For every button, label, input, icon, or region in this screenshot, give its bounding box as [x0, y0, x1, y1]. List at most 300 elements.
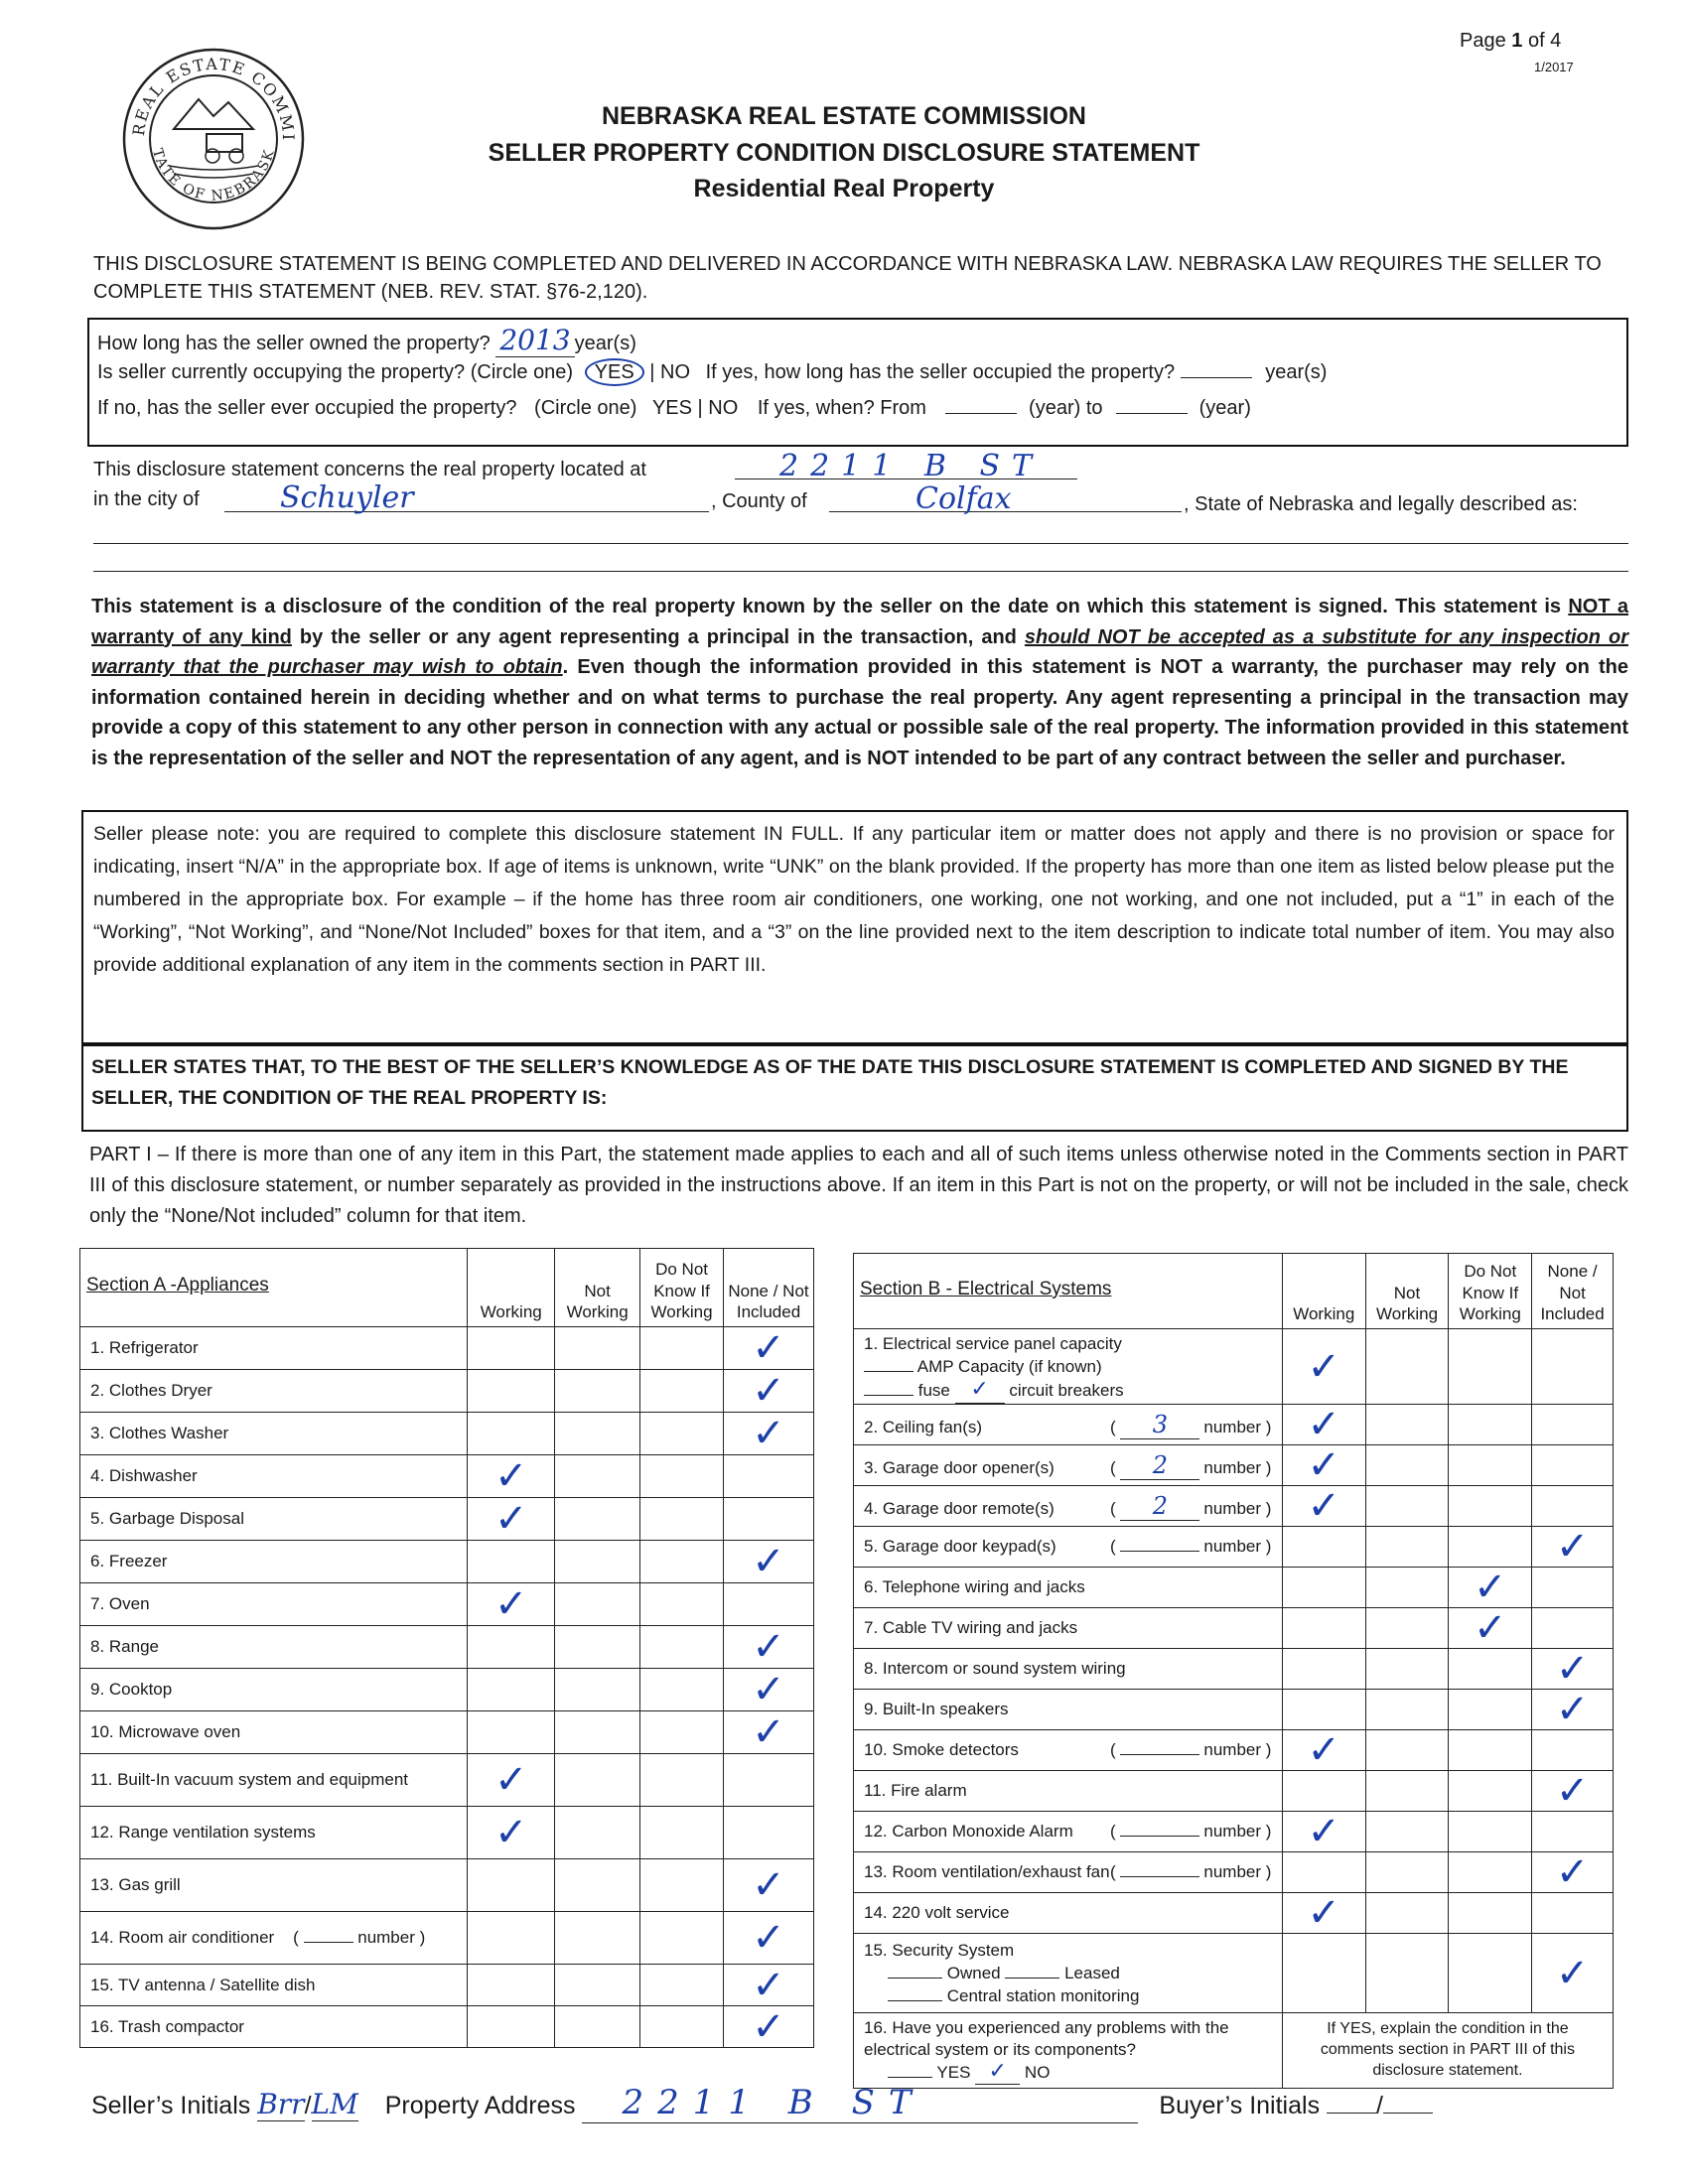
owned-question — [97, 324, 636, 356]
b-item-label: 9. Built-In speakers — [864, 1700, 1009, 1718]
buyer-initials-1[interactable] — [1327, 2113, 1376, 2114]
b-item-9-none[interactable] — [1532, 1687, 1614, 1732]
table-row — [80, 1455, 814, 1498]
col-do-not-know: Do Not Know If Working — [640, 1249, 724, 1327]
check-mark: ✓ — [1307, 1343, 1341, 1390]
b-item-14-do-not-know[interactable] — [1449, 1893, 1532, 1934]
count-open-paren: ( — [1110, 1417, 1121, 1436]
check-mark: ✓ — [493, 1757, 528, 1803]
check-mark: ✓ — [1307, 1483, 1341, 1529]
check-mark: ✓ — [752, 2003, 785, 2050]
a-item-label: 16. Trash compactor — [90, 2016, 244, 2036]
a-item-label: 14. Room air conditioner — [90, 1928, 275, 1947]
b-item-7-label — [854, 1608, 1283, 1649]
county-value[interactable]: Colfax — [915, 481, 1012, 516]
a-item-5-none[interactable] — [724, 1498, 814, 1541]
check-mark: ✓ — [1307, 1402, 1341, 1447]
year-end-label: (year) — [1198, 397, 1251, 419]
b-item-5-label — [854, 1527, 1283, 1568]
b-item-10-count[interactable] — [1120, 1754, 1199, 1755]
b-item-4-none[interactable] — [1532, 1486, 1614, 1527]
b-item-13-count[interactable] — [1120, 1876, 1199, 1877]
table-row — [80, 1541, 814, 1583]
central-field[interactable] — [888, 2000, 942, 2001]
occupied-how-long-label: If yes, how long has the seller occupied the property? — [705, 361, 1176, 383]
a-item-14-label: 14. Room air conditioner ( number ) — [80, 1912, 468, 1965]
a-item-13-label — [80, 1859, 468, 1912]
section-b-table — [853, 1253, 1614, 2089]
occupied-years-field[interactable] — [1181, 377, 1252, 378]
number-label: number ) — [1203, 1740, 1272, 1759]
check-mark: ✓ — [1474, 1605, 1507, 1651]
table-row — [854, 1527, 1614, 1568]
a-item-10-do-not-know[interactable] — [640, 1711, 724, 1754]
a-item-12-do-not-know[interactable] — [640, 1807, 724, 1859]
b-item-4-do-not-know[interactable] — [1449, 1486, 1532, 1527]
legal-description-line-2[interactable] — [93, 571, 1628, 572]
a-item-1-working[interactable] — [468, 1327, 555, 1370]
b-item-9-working[interactable] — [1282, 1690, 1365, 1730]
number-label: number ) — [1203, 1417, 1272, 1436]
problems-no-field[interactable] — [975, 2061, 1020, 2085]
b-item-12-label — [854, 1812, 1283, 1852]
col-b-working: Working — [1282, 1254, 1365, 1329]
b-item-label: 3. Garage door opener(s) — [864, 1457, 1055, 1477]
table-row — [854, 1934, 1614, 2013]
b-item-14-working[interactable] — [1282, 1890, 1365, 1936]
problems-yes-field[interactable] — [888, 2077, 932, 2078]
check-mark: ✓ — [752, 1368, 785, 1414]
disclosure-not-substitute: should NOT be accepted as a substitute for any inspection or warranty that the purchaser may wish to obtain — [91, 625, 1628, 678]
a-item-2-not-working[interactable] — [555, 1370, 640, 1413]
b-item-9-label — [854, 1690, 1283, 1730]
b-item-4-label — [854, 1486, 1283, 1527]
check-mark: ✓ — [493, 1453, 528, 1499]
check-mark: ✓ — [493, 1581, 528, 1627]
table-row — [80, 1626, 814, 1669]
b-item-15-do-not-know[interactable] — [1449, 1934, 1532, 2013]
a-item-8-working[interactable] — [468, 1626, 555, 1669]
b-item-7-working[interactable] — [1282, 1608, 1365, 1649]
b-item-11-working[interactable] — [1282, 1771, 1365, 1812]
a-item-label: 1. Refrigerator — [90, 1338, 199, 1357]
b-item-label: 7. Cable TV wiring and jacks — [864, 1618, 1078, 1637]
a-item-11-do-not-know[interactable] — [640, 1754, 724, 1807]
b-item-12-working[interactable] — [1282, 1809, 1365, 1854]
b-item-5-do-not-know[interactable] — [1449, 1527, 1532, 1568]
b-item-11-do-not-know[interactable] — [1449, 1771, 1532, 1812]
central-label: Central station monitoring — [946, 1985, 1140, 2005]
a-item-1-none[interactable] — [724, 1327, 814, 1370]
a-item-10-not-working[interactable] — [555, 1711, 640, 1754]
check-mark: ✓ — [1307, 1442, 1341, 1488]
b-item-8-do-not-know[interactable] — [1449, 1649, 1532, 1690]
seller-note-text: Seller please note: you are required to complete this disclosure statement IN FULL. If any particular item or matter does not apply and there is no provision or space for indicating, insert “N/A” in the appropriate box. If age of items is unknown, write “UNK” on the blank provided. If the property has more than one item as listed below please put the numbered in the appropriate box. For example – if the home has three room air conditioners, one working, one not working, and one not included, put a “1” in each of the “Working”, “Not Working”, and “None/Not Included” boxes for that item, and a “3” on the line provided next to the item description to indicate total number of item. You may also provide additional explanation of any item in the comments section in PART III. — [93, 823, 1615, 976]
b-item-5-none[interactable] — [1532, 1524, 1614, 1570]
b-item-15-label — [854, 1934, 1283, 2013]
table-row — [854, 1568, 1614, 1608]
seller-initials-1[interactable]: Brr — [257, 2088, 305, 2120]
from-year-field[interactable] — [945, 413, 1017, 414]
a-item-2-do-not-know[interactable] — [640, 1370, 724, 1413]
b-item-14-none[interactable] — [1532, 1893, 1614, 1934]
a-item-7-none[interactable] — [724, 1583, 814, 1626]
a-item-4-label — [80, 1455, 468, 1498]
a-item-12-label — [80, 1807, 468, 1859]
b-item-8-label — [854, 1649, 1283, 1690]
check-mark: ✓ — [1307, 1809, 1341, 1854]
count-open-paren: ( — [1110, 1862, 1121, 1881]
b-item-13-not-working[interactable] — [1365, 1852, 1449, 1893]
a-item-8-label — [80, 1626, 468, 1669]
disclosure-text-1: This statement is a disclosure of the condition of the real property known by the seller on the date on which this statement is signed. This statement is — [91, 596, 1569, 617]
a-item-10-none[interactable] — [724, 1711, 814, 1754]
address-value[interactable]: 2211 B ST — [779, 449, 1045, 483]
a-item-15-none[interactable] — [724, 1962, 814, 2008]
table-row — [854, 1690, 1614, 1730]
table-row — [80, 1754, 814, 1807]
disclosure-text-2: by the seller or any agent representing a principal in the transaction, and — [291, 625, 1025, 648]
number-label: number ) — [1203, 1537, 1272, 1556]
a-item-label: 7. Oven — [90, 1594, 150, 1613]
table-row — [80, 1669, 814, 1711]
a-item-15-working[interactable] — [468, 1965, 555, 2006]
section-a-table — [79, 1248, 814, 2048]
b-item-13-working[interactable] — [1282, 1852, 1365, 1893]
a-item-3-not-working[interactable] — [555, 1413, 640, 1455]
a-item-12-none[interactable] — [724, 1807, 814, 1859]
a-item-3-none[interactable] — [724, 1413, 814, 1455]
a-item-2-label — [80, 1370, 468, 1413]
a-item-9-do-not-know[interactable] — [640, 1669, 724, 1711]
b-item-5-count[interactable] — [1120, 1551, 1199, 1552]
b-item-6-do-not-know[interactable] — [1449, 1565, 1532, 1610]
a-item-3-label — [80, 1413, 468, 1455]
check-mark: ✓ — [1307, 1727, 1341, 1773]
a-item-10-working[interactable] — [468, 1711, 555, 1754]
b-item-10-do-not-know[interactable] — [1449, 1730, 1532, 1771]
check-mark: ✓ — [1555, 1687, 1590, 1732]
b-item-12-not-working[interactable] — [1365, 1812, 1449, 1852]
b-item-1-label — [854, 1329, 1283, 1405]
b-item-3-do-not-know[interactable] — [1449, 1445, 1532, 1486]
table-row — [80, 1711, 814, 1754]
a-item-label: 9. Cooktop — [90, 1680, 173, 1699]
a-item-4-do-not-know[interactable] — [640, 1455, 724, 1498]
leased-field[interactable] — [1005, 1978, 1059, 1979]
owned-field[interactable] — [888, 1978, 942, 1979]
table-row — [854, 1486, 1614, 1527]
ever-occupied-question — [97, 397, 1251, 420]
b-item-11-not-working[interactable] — [1365, 1771, 1449, 1812]
title-statement: SELLER PROPERTY CONDITION DISCLOSURE STATEMENT — [488, 139, 1200, 167]
a-item-14-working[interactable] — [468, 1912, 555, 1965]
b-item-7-not-working[interactable] — [1365, 1608, 1449, 1649]
occupied-years-unit: year(s) — [1265, 361, 1328, 383]
b-item-12-do-not-know[interactable] — [1449, 1812, 1532, 1852]
occupying-yes-circled[interactable]: YES — [585, 358, 644, 386]
disclosure-text-3: . Even though the information provided in this statement is NOT a warranty, the purchaser may rely on the information contained herein in deciding whether and on what terms to purchase the real property. Any agent representing a principal in the transaction may provide a copy of this statement to any other person in connection with any actual or possible sale of the real property. The information provided in this statement is the representation of the seller and NOT the representation of any agent, and is NOT intended to be part of any contract between the seller and purchaser. — [91, 656, 1629, 769]
owned-label: How long has the seller owned the property? — [97, 333, 491, 354]
b-item-3-count[interactable]: 2 — [1120, 1451, 1199, 1480]
a-item-label: 13. Gas grill — [90, 1875, 181, 1894]
a-item-4-working[interactable] — [468, 1455, 555, 1498]
b-item-13-do-not-know[interactable] — [1449, 1852, 1532, 1893]
a-item-13-not-working[interactable] — [555, 1859, 640, 1912]
a-item-4-not-working[interactable] — [555, 1455, 640, 1498]
b-item-2-do-not-know[interactable] — [1449, 1405, 1532, 1445]
b-item-4-working[interactable] — [1282, 1483, 1365, 1529]
b-item-2-working[interactable] — [1282, 1402, 1365, 1447]
b-item-13-none[interactable] — [1532, 1849, 1614, 1895]
b-item-1-working[interactable] — [1282, 1329, 1365, 1405]
a-item-16-working[interactable] — [468, 2006, 555, 2048]
a-item-label: 3. Clothes Washer — [90, 1424, 229, 1442]
check-mark: ✓ — [752, 1709, 785, 1755]
problems-question: 16. Have you experienced any problems with the electrical system or its components? — [864, 2018, 1229, 2060]
a-item-6-not-working[interactable] — [555, 1541, 640, 1583]
ever-occupied-options[interactable]: YES | NO — [651, 397, 739, 419]
a-item-11-none[interactable] — [724, 1754, 814, 1807]
owned-answer[interactable]: 2013 — [495, 324, 574, 357]
b-item-6-label — [854, 1568, 1283, 1608]
a-item-13-do-not-know[interactable] — [640, 1859, 724, 1912]
a-item-11-not-working[interactable] — [555, 1754, 640, 1807]
check-mark: ✓ — [1555, 1849, 1590, 1895]
table-row — [854, 1771, 1614, 1812]
b-item-12-none[interactable] — [1532, 1812, 1614, 1852]
check-mark: ✓ — [1555, 1646, 1590, 1692]
a-item-8-none[interactable] — [724, 1626, 814, 1669]
check-mark: ✓ — [752, 1962, 785, 2008]
owned-label: Owned — [946, 1963, 1001, 1982]
a-item-label: 5. Garbage Disposal — [90, 1509, 244, 1528]
col-b-do-not-know: Do Not Know If Working — [1449, 1254, 1532, 1329]
b-item-label: 6. Telephone wiring and jacks — [864, 1577, 1085, 1596]
disclosure-paragraph — [91, 592, 1628, 773]
count-open-paren: ( — [1110, 1740, 1121, 1759]
table-row — [80, 1327, 814, 1370]
b-item-label: 11. Fire alarm — [864, 1781, 967, 1800]
a-item-5-do-not-know[interactable] — [640, 1498, 724, 1541]
b-item-label: 14. 220 volt service — [864, 1903, 1010, 1922]
a-item-4-none[interactable] — [724, 1455, 814, 1498]
part-one-text: PART I – If there is more than one of any item in this Part, the statement made applies to each and all of such items unless otherwise noted in the Comments section in PART III of this disclosure statement, or number separately as provided in the instructions above. If an item in this Part is not on the property, or will not be included in the sale, check only the “None/Not included” column for that item. — [89, 1144, 1628, 1227]
table-row — [854, 1730, 1614, 1771]
circuit-breakers-label: circuit breakers — [1009, 1380, 1124, 1400]
a-item-9-working[interactable] — [468, 1669, 555, 1711]
a-item-15-label — [80, 1965, 468, 2006]
table-row — [854, 1329, 1614, 1405]
city-value[interactable]: Schuyler — [280, 480, 414, 515]
city-label: in the city of — [93, 488, 200, 510]
b-item-4-not-working[interactable] — [1365, 1486, 1449, 1527]
a-item-6-none[interactable] — [724, 1541, 814, 1583]
b-item-1-not-working[interactable] — [1365, 1329, 1449, 1405]
fuse-field[interactable] — [864, 1395, 914, 1396]
occupying-no[interactable]: | NO — [649, 361, 691, 383]
b-item-2-none[interactable] — [1532, 1405, 1614, 1445]
check-mark: ✓ — [1555, 1950, 1590, 1996]
section-b-title: Section B - Electrical Systems — [854, 1254, 1283, 1329]
a-item-11-working[interactable] — [468, 1754, 555, 1807]
table-row — [854, 1852, 1614, 1893]
b-item-5-not-working[interactable] — [1365, 1527, 1449, 1568]
b-item-8-not-working[interactable] — [1365, 1649, 1449, 1690]
a-item-6-working[interactable] — [468, 1541, 555, 1583]
a-item-16-not-working[interactable] — [555, 2006, 640, 2048]
check-mark: ✓ — [752, 1325, 785, 1371]
b-item-10-working[interactable] — [1282, 1727, 1365, 1773]
b-item-6-none[interactable] — [1532, 1568, 1614, 1608]
b-item-1-none[interactable] — [1532, 1329, 1614, 1405]
b-item-10-none[interactable] — [1532, 1730, 1614, 1771]
number-label: number ) — [1203, 1862, 1272, 1881]
a-item-14-none[interactable] — [724, 1912, 814, 1965]
a-item-6-do-not-know[interactable] — [640, 1541, 724, 1583]
a-item-12-working[interactable] — [468, 1807, 555, 1859]
b-item-9-not-working[interactable] — [1365, 1690, 1449, 1730]
b-item-16-label — [854, 2013, 1283, 2089]
a-item-12-not-working[interactable] — [555, 1807, 640, 1859]
a-item-8-do-not-know[interactable] — [640, 1626, 724, 1669]
a-item-7-not-working[interactable] — [555, 1583, 640, 1626]
b-item-3-none[interactable] — [1532, 1445, 1614, 1486]
a-item-15-not-working[interactable] — [555, 1965, 640, 2006]
seller-initials-sep: / — [304, 2092, 312, 2119]
a-item-11-label — [80, 1754, 468, 1807]
check-mark: ✓ — [752, 1667, 785, 1712]
b-item-label: 2. Ceiling fan(s) — [864, 1417, 983, 1436]
table-row — [80, 1859, 814, 1912]
table-row — [854, 1812, 1614, 1852]
check-mark: ✓ — [752, 1539, 785, 1584]
b-item-10-not-working[interactable] — [1365, 1730, 1449, 1771]
b-item-3-working[interactable] — [1282, 1442, 1365, 1488]
table-row — [80, 1370, 814, 1413]
table-row — [80, 1807, 814, 1859]
b-item-15-working[interactable] — [1282, 1934, 1365, 2013]
b-item-15-none[interactable] — [1532, 1934, 1614, 2013]
property-address-value[interactable]: 2211 B ST — [582, 2083, 1138, 2123]
year-to-label: (year) to — [1029, 397, 1103, 419]
buyer-initials-label: Buyer’s Initials — [1159, 2092, 1321, 2119]
page-prefix: Page — [1460, 30, 1512, 52]
county-label: , County of — [711, 490, 807, 512]
page-num: 1 — [1511, 30, 1523, 52]
buyer-initials-2[interactable] — [1383, 2113, 1433, 2114]
col-working: Working — [468, 1249, 555, 1327]
a-item-8-not-working[interactable] — [555, 1626, 640, 1669]
ever-occupied-when: If yes, when? From — [757, 397, 926, 419]
to-year-field[interactable] — [1116, 413, 1188, 414]
a-item-14-do-not-know[interactable] — [640, 1912, 724, 1965]
b-item-9-do-not-know[interactable] — [1449, 1690, 1532, 1730]
col-b-not-working: Not Working — [1365, 1254, 1449, 1329]
a-item-5-not-working[interactable] — [555, 1498, 640, 1541]
a-item-7-do-not-know[interactable] — [640, 1583, 724, 1626]
amp-capacity-field[interactable] — [864, 1371, 914, 1372]
a-item-9-label — [80, 1669, 468, 1711]
b-item-15-not-working[interactable] — [1365, 1934, 1449, 2013]
b-item-1-do-not-know[interactable] — [1449, 1329, 1532, 1405]
b-item-6-working[interactable] — [1282, 1568, 1365, 1608]
b-item-5-working[interactable] — [1282, 1527, 1365, 1568]
b-item-8-none[interactable] — [1532, 1646, 1614, 1692]
b-item-14-label — [854, 1893, 1283, 1934]
b-item-label: 13. Room ventilation/exhaust fan — [864, 1862, 1110, 1881]
a-item-6-label — [80, 1541, 468, 1583]
seller-initials-2[interactable]: LM — [311, 2088, 358, 2120]
a-item-16-do-not-know[interactable] — [640, 2006, 724, 2048]
legal-description-line-1[interactable] — [93, 543, 1628, 544]
b-item-4-count[interactable]: 2 — [1120, 1492, 1199, 1521]
b-item-6-not-working[interactable] — [1365, 1568, 1449, 1608]
b-item-12-count[interactable] — [1120, 1836, 1199, 1837]
a-item-5-label — [80, 1498, 468, 1541]
check-mark: ✓ — [752, 1915, 785, 1961]
a-item-3-working[interactable] — [468, 1413, 555, 1455]
count-open-paren: ( — [1110, 1822, 1121, 1841]
a-item-3-do-not-know[interactable] — [640, 1413, 724, 1455]
a-item-2-working[interactable] — [468, 1370, 555, 1413]
property-address-label: Property Address — [384, 2092, 576, 2119]
table-row — [80, 1413, 814, 1455]
check-mark: ✓ — [1474, 1565, 1507, 1610]
intro-text: THIS DISCLOSURE STATEMENT IS BEING COMPLETED AND DELIVERED IN ACCORDANCE WITH NEBRASKA LAW. NEBRASKA LAW REQUIRES THE SELLER TO COMPLETE THIS STATEMENT (NEB. REV. STAT. §76-2,120). — [93, 253, 1602, 303]
b-item-8-working[interactable] — [1282, 1649, 1365, 1690]
b-item-2-not-working[interactable] — [1365, 1405, 1449, 1445]
a-item-1-do-not-know[interactable] — [640, 1327, 724, 1370]
a-item-13-none[interactable] — [724, 1859, 814, 1912]
b-item-2-count[interactable]: 3 — [1120, 1411, 1199, 1439]
b-item-7-none[interactable] — [1532, 1608, 1614, 1649]
state-label: , State of Nebraska and legally described as: — [1184, 493, 1578, 515]
a-item-5-working[interactable] — [468, 1498, 555, 1541]
a-item-2-none[interactable] — [724, 1370, 814, 1413]
b-item-label: 8. Intercom or sound system wiring — [864, 1659, 1126, 1678]
a-item-16-none[interactable] — [724, 2003, 814, 2050]
a-item-7-working[interactable] — [468, 1583, 555, 1626]
check-mark: ✓ — [752, 1411, 785, 1456]
circuit-breakers-check: ✓ — [970, 1376, 989, 1402]
a-item-1-not-working[interactable] — [555, 1327, 640, 1370]
a-item-label: 15. TV antenna / Satellite dish — [90, 1975, 316, 1994]
b-item-11-none[interactable] — [1532, 1768, 1614, 1814]
room-ac-count-field[interactable] — [304, 1942, 353, 1943]
security-system-title: 15. Security System — [864, 1941, 1015, 1960]
a-item-label: 2. Clothes Dryer — [90, 1381, 212, 1400]
page-number — [1460, 30, 1561, 53]
table-row — [80, 2006, 814, 2048]
leased-label: Leased — [1064, 1963, 1120, 1982]
a-item-14-not-working[interactable] — [555, 1912, 640, 1965]
a-item-9-none[interactable] — [724, 1669, 814, 1711]
b-item-3-not-working[interactable] — [1365, 1445, 1449, 1486]
a-item-13-working[interactable] — [468, 1859, 555, 1912]
number-label: number ) — [357, 1928, 426, 1947]
b-item-7-do-not-know[interactable] — [1449, 1605, 1532, 1651]
col-none: None / Not Included — [724, 1249, 814, 1327]
number-label: number ) — [1203, 1457, 1272, 1477]
table-row — [80, 1583, 814, 1626]
b-item-14-not-working[interactable] — [1365, 1893, 1449, 1934]
title-commission: NEBRASKA REAL ESTATE COMMISSION — [602, 102, 1086, 130]
a-item-16-label — [80, 2006, 468, 2048]
a-item-15-do-not-know[interactable] — [640, 1965, 724, 2006]
a-item-9-not-working[interactable] — [555, 1669, 640, 1711]
circuit-breakers-field[interactable] — [955, 1376, 1005, 1404]
